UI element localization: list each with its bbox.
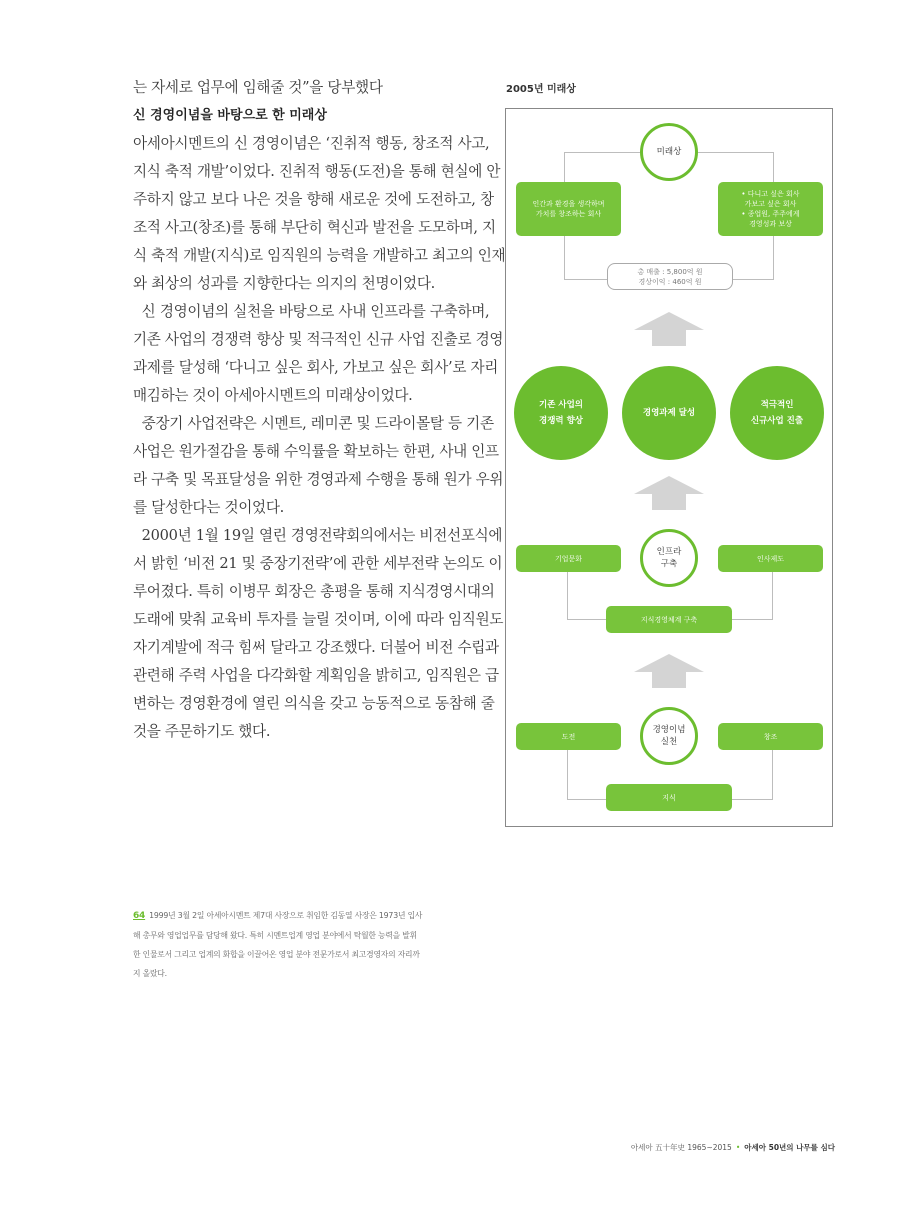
diagram-title: 2005년 미래상: [506, 84, 576, 95]
text-line: 루어졌다. 특히 이병무 회장은 총평을 통해 지식경영시대의: [133, 583, 495, 600]
text-line: 관련해 주력 사업을 다각화할 계획임을 밝히고, 임직원은 급: [133, 667, 499, 684]
competitiveness-circle: 기존 사업의 경쟁력 향상: [514, 366, 608, 460]
knowledge-system-box: 지식경영체계 구축: [606, 606, 732, 633]
text-line: 기존 사업의 경쟁력 향상 및 적극적인 신규 사업 진출로 경영: [133, 331, 504, 348]
up-arrow-icon: [634, 312, 704, 346]
text-line: 지식 축적 개발’이었다. 진취적 행동(도전)을 통해 현실에 안: [133, 163, 501, 180]
footnote-line: 한 인물로서 그리고 업계의 화합을 이끌어온 영업 분야 전문가로서 최고경영자의 자리까: [133, 950, 420, 959]
text-line: 신 경영이념의 실천을 바탕으로 사내 인프라를 구축하며,: [133, 303, 490, 320]
text-line: 사업은 원가절감을 통해 수익률을 확보하는 한편, 사내 인프: [133, 443, 499, 460]
footnote-line: 1999년 3월 2일 아세아시멘트 제7대 사장으로 취임한 김동열 사장은 1973년 입사: [149, 911, 423, 920]
management-task-circle: 경영과제 달성: [622, 366, 716, 460]
text-line: 를 달성한다는 것이었다.: [133, 499, 284, 516]
text-line: 중장기 사업전략은 시멘트, 레미콘 및 드라이몰탈 등 기존: [133, 415, 494, 432]
infra-circle: 인프라 구축: [640, 529, 698, 587]
new-business-circle: 적극적인 신규사업 진출: [730, 366, 824, 460]
knowledge-box: 지식: [606, 784, 732, 811]
creation-box: 창조: [718, 723, 823, 750]
footnote: [133, 906, 468, 983]
sales-text: 총 매출 : 5,800억 원: [637, 267, 703, 276]
text-line: 서 밝힌 ‘비전 21 및 중장기전략’에 관한 세부전략 논의도 이: [133, 555, 503, 572]
text-line: 라 구축 및 목표달성을 위한 경영과제 수행을 통해 원가 우위: [133, 471, 504, 488]
text-line: 와 최상의 성과를 지향한다는 의지의 천명이었다.: [133, 275, 435, 292]
up-arrow-icon: [634, 654, 704, 688]
text-line: 식 축적 개발(지식)로 임직원의 능력을 개발하고 최고의 인재: [133, 247, 506, 264]
sales-target-box: [607, 263, 733, 290]
body-text: [133, 74, 506, 746]
text-line: 주하지 않고 보다 나은 것을 향해 새로운 것에 도전하고, 창: [133, 191, 494, 208]
chapter-title: 아세아 50년의 나무를 심다: [744, 1143, 835, 1152]
vision-circle: 미래상: [640, 123, 698, 181]
text-line: 과제를 달성해 ‘다니고 싶은 회사, 가보고 싶은 회사’로 자리: [133, 359, 499, 376]
footnote-number: 64: [133, 911, 146, 921]
footnote-line: 해 총무와 영업업무를 담당해 왔다. 특히 시멘트업계 영업 분야에서 탁월한 능력을 발휘: [133, 931, 417, 940]
text-line: 매김하는 것이 아세아시멘트의 미래상이었다.: [133, 387, 413, 404]
diagram-frame: [505, 108, 833, 827]
text-line: 조적 사고(창조)를 통해 부단히 혁신과 발전을 도모하며, 지: [133, 219, 496, 236]
footnote-line: 지 올랐다.: [133, 969, 167, 978]
page-footer: [631, 1142, 835, 1153]
text-line: 2000년 1월 19일 열린 경영전략회의에서는 비전선포식에: [133, 527, 503, 544]
vision-right-box: • 다니고 싶은 회사 가보고 싶은 회사 • 종업원, 주주에게 경영성과 보상: [718, 182, 823, 236]
text-line: 도래에 맞춰 교육비 투자를 늘릴 것이며, 이에 따라 임직원도: [133, 611, 504, 628]
text-line: 변하는 경영환경에 열린 의식을 갖고 능동적으로 동참해 줄: [133, 695, 495, 712]
challenge-box: 도전: [516, 723, 621, 750]
text-line: 자기계발에 적극 힘써 달라고 강조했다. 더불어 비전 수립과: [133, 639, 499, 656]
text-line: 아세아시멘트의 신 경영이념은 ‘진취적 행동, 창조적 사고,: [133, 135, 490, 152]
philosophy-circle: 경영이념 실천: [640, 707, 698, 765]
text-line: 는 자세로 업무에 임해줄 것”을 당부했다: [133, 79, 383, 96]
up-arrow-icon: [634, 476, 704, 510]
separator-dot: •: [735, 1143, 741, 1152]
profit-text: 경상이익 : 460억 원: [638, 277, 702, 286]
section-heading: 신 경영이념을 바탕으로 한 미래상: [133, 108, 327, 123]
corporate-culture-box: 기업문화: [516, 545, 621, 572]
text-line: 것을 주문하기도 했다.: [133, 723, 271, 740]
vision-left-box: 인간과 환경을 생각하며 가치를 창조하는 회사: [516, 182, 621, 236]
book-title: 아세아 五十年史 1965~2015: [630, 1143, 732, 1152]
hr-system-box: 인사제도: [718, 545, 823, 572]
